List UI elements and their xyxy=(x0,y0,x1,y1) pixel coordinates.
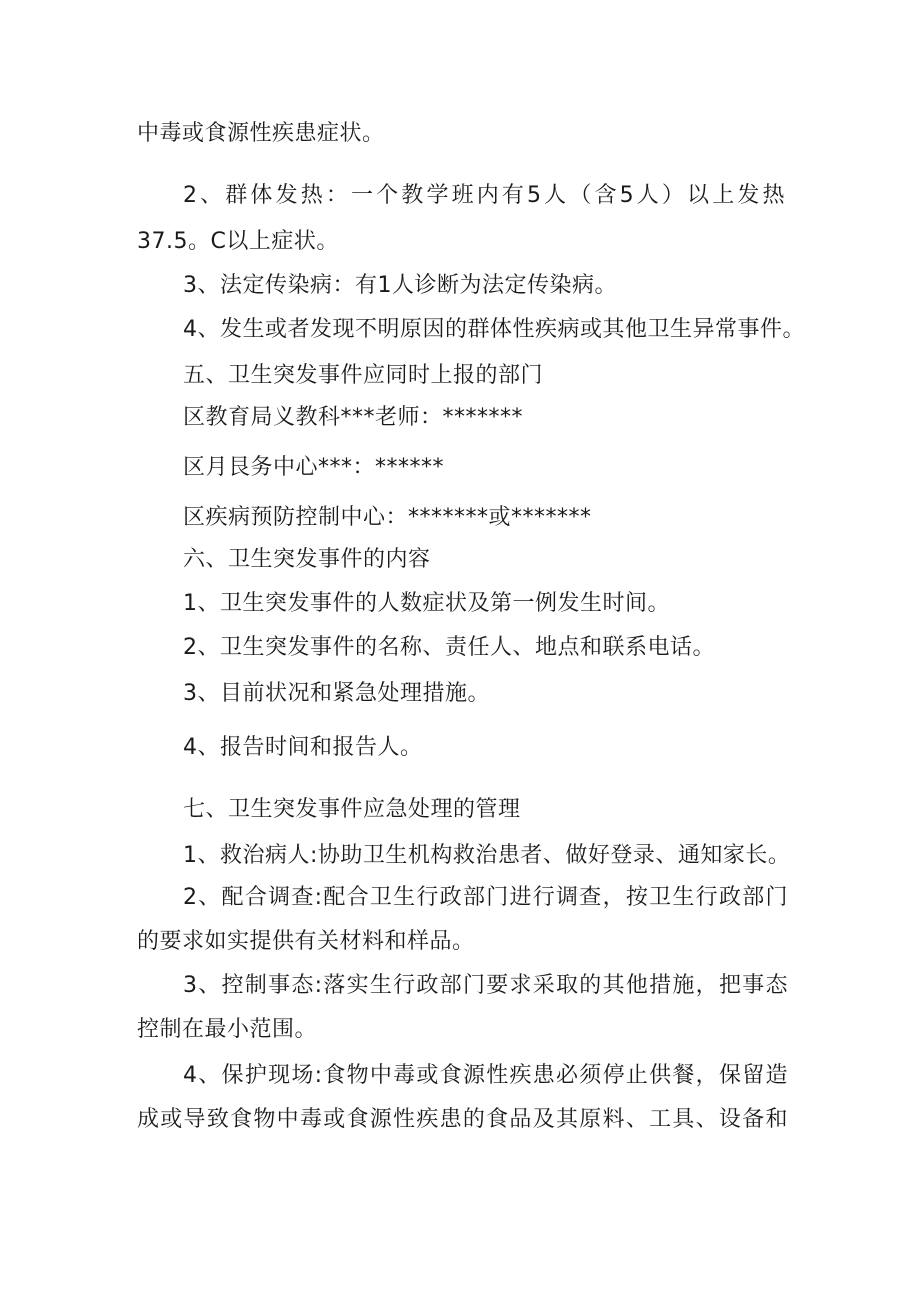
contact-line: 区教育局义教科***老师：******* xyxy=(183,405,524,430)
text-line: 3、控制事态:落实生行政部门要求采取的其他措施，把事态 xyxy=(183,973,788,998)
text-line: 控制在最小范围。 xyxy=(137,1017,318,1042)
text-line: 4、保护现场:食物中毒或食源性疾患必须停止供餐，保留造 xyxy=(183,1063,788,1088)
text-line: 3、法定传染病：有1人诊断为法定传染病。 xyxy=(183,273,617,298)
contact-line: 区疾病预防控制中心：*******或******* xyxy=(183,505,592,530)
text-line: 2、卫生突发事件的名称、责任人、地点和联系电话。 xyxy=(183,635,715,660)
text-line: 2、配合调查:配合卫生行政部门进行调查，按卫生行政部门 xyxy=(183,885,788,910)
section-heading: 五、卫生突发事件应同时上报的部门 xyxy=(183,363,544,388)
text-line: 1、救治病人:协助卫生机构救治患者、做好登录、通知家长。 xyxy=(183,843,791,868)
section-heading: 六、卫生突发事件的内容 xyxy=(183,547,431,572)
text-line: 中毒或食源性疾患症状。 xyxy=(137,121,385,146)
text-line: 4、发生或者发现不明原因的群体性疾病或其他卫生异常事件。 xyxy=(183,317,805,342)
text-line: 的要求如实提供有关材料和样品。 xyxy=(137,929,475,954)
text-line: 1、卫生突发事件的人数症状及第一例发生时间。 xyxy=(183,591,670,616)
text-line: 37.5。C以上症状。 xyxy=(137,229,339,254)
contact-line: 区月艮务中心***：****** xyxy=(183,455,445,480)
text-line: 3、目前状况和紧急处理措施。 xyxy=(183,681,490,706)
text-line: 成或导致食物中毒或食源性疾患的食品及其原料、工具、设备和 xyxy=(137,1107,788,1132)
text-line: 2、群体发热：一个教学班内有5人（含5人）以上发热 xyxy=(183,183,785,208)
section-heading: 七、卫生突发事件应急处理的管理 xyxy=(183,797,521,822)
text-line: 4、报告时间和报告人。 xyxy=(183,735,423,760)
